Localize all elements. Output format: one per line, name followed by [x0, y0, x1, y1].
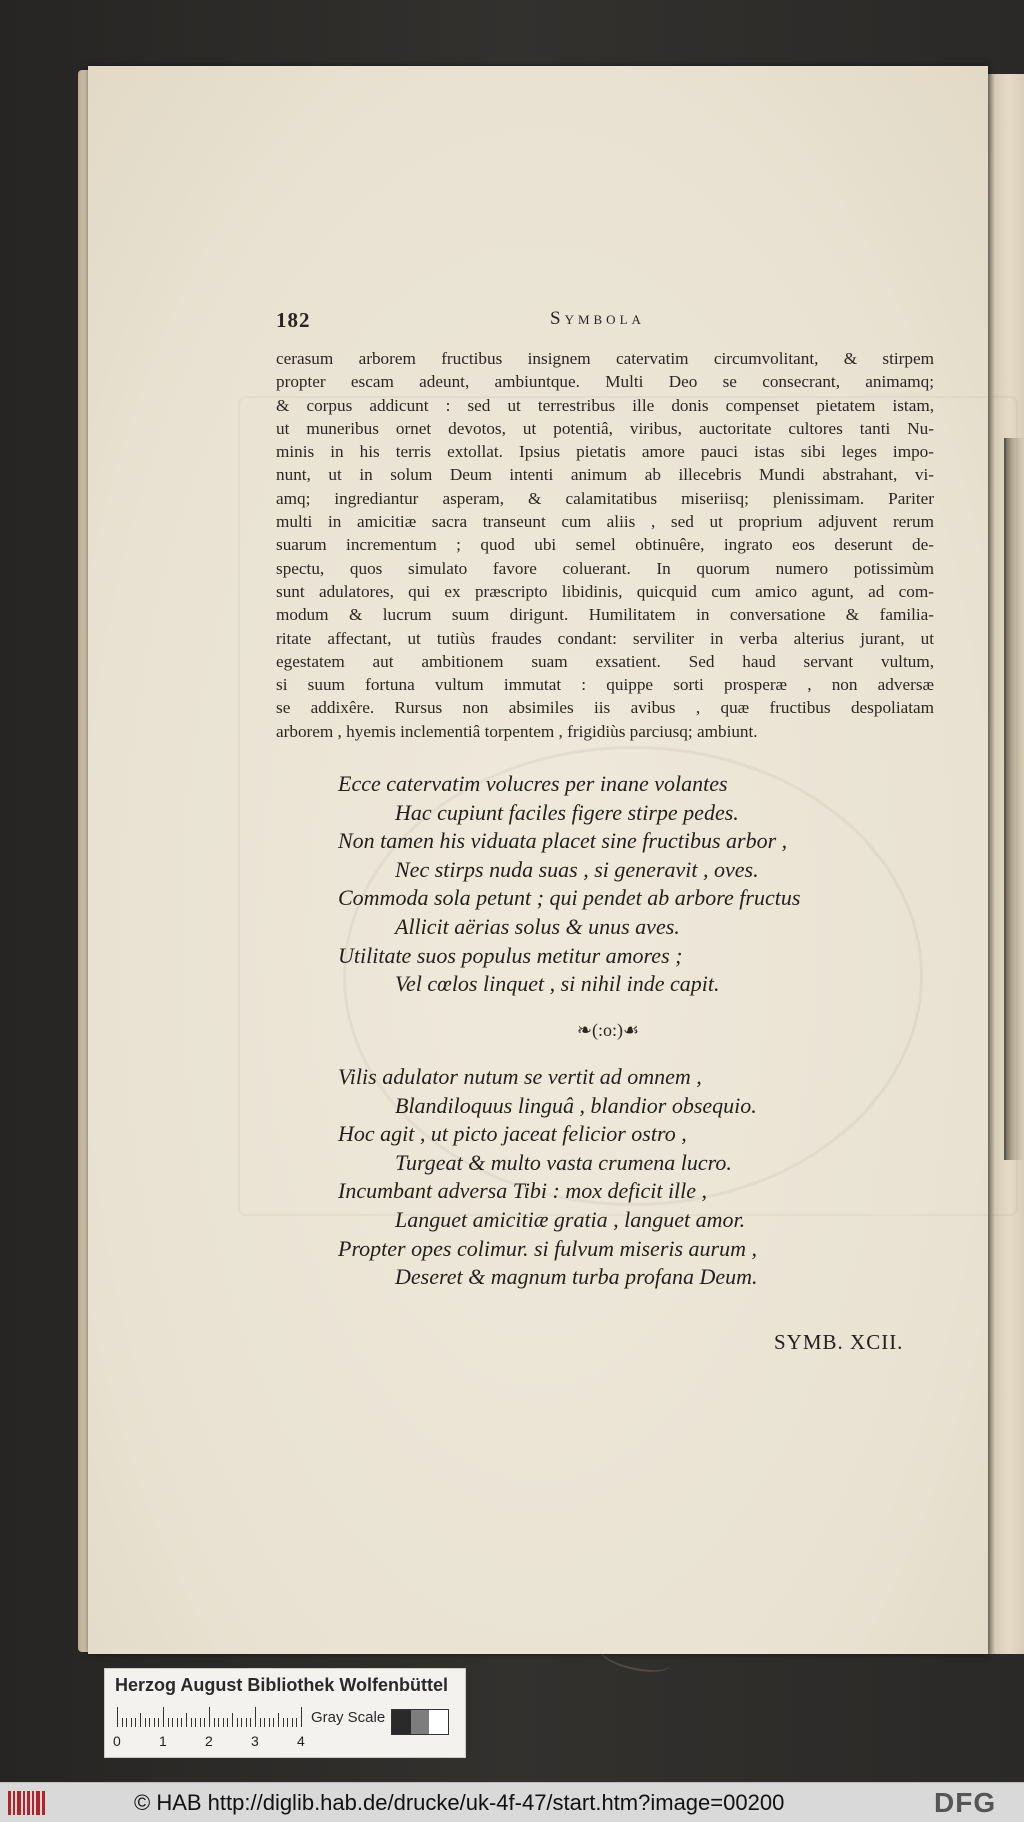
ruler-tick — [195, 1718, 196, 1727]
prose-text — [276, 347, 934, 743]
prose-line: se addixêre. Rursus non absimiles iis avibus , quæ fructibus despoliatam — [276, 698, 934, 718]
prose-line: propter escam adeunt, ambiuntque. Multi Deo se consecrant, animamq; — [276, 372, 934, 392]
scale-ruler — [117, 1707, 305, 1727]
ruler-tick — [172, 1718, 173, 1727]
verse-block-2 — [338, 1063, 958, 1292]
prose-line: multi in amicitiæ sacra transeunt cum aliis , sed ut proprium adjuvent rerum — [276, 512, 934, 532]
ruler-tick — [296, 1718, 297, 1727]
ruler-tick — [232, 1713, 233, 1727]
ruler-tick — [218, 1718, 219, 1727]
ruler-tick — [117, 1707, 118, 1727]
ruler-tick — [168, 1718, 169, 1727]
ruler-tick — [135, 1718, 136, 1727]
library-name: Herzog August Bibliothek Wolfenbüttel — [115, 1675, 448, 1695]
ruler-tick — [204, 1718, 205, 1727]
gray-scale-label: Gray Scale — [311, 1709, 386, 1726]
scale-number: 0 — [113, 1733, 121, 1749]
prose-line: si suum fortuna vultum immutat : quippe sorti prosperæ , non adversæ — [276, 675, 934, 695]
scale-number: 3 — [251, 1733, 259, 1749]
gray-swatch-cell — [429, 1710, 448, 1734]
ruler-tick — [292, 1718, 293, 1727]
verse-line: Blandiloquus linguâ , blandior obsequio. — [395, 1092, 757, 1118]
verse-block-1 — [338, 770, 958, 999]
ruler-tick — [269, 1718, 270, 1727]
prose-line: amq; ingrediantur asperam, & calamitatibus miseriisq; plenissimam. Pariter — [276, 488, 934, 508]
ruler-tick — [241, 1718, 242, 1727]
dfg-logo: DFG — [934, 1787, 997, 1818]
ruler-tick — [287, 1718, 288, 1727]
verse-line: Vilis adulator nutum se vertit ad omnem , — [338, 1064, 702, 1089]
ruler-tick — [154, 1718, 155, 1727]
ruler-tick — [246, 1718, 247, 1727]
catchword: SYMB. XCII. — [774, 1330, 904, 1354]
prose-line: spectu, quos simulato favore coluerant. In quorum numero potissimùm — [276, 558, 934, 578]
verse-line: Vel cœlos linquet , si nihil inde capit. — [395, 971, 720, 997]
prose-line: cerasum arborem fructibus insignem catervatim circumvolitant, & stirpem — [276, 349, 934, 368]
ruler-tick — [264, 1718, 265, 1727]
ruler-tick — [227, 1718, 228, 1727]
ruler-tick — [181, 1718, 182, 1727]
gray-swatch-cell — [411, 1710, 430, 1734]
scale-number: 2 — [205, 1733, 213, 1749]
prose-line: modum & lucrum suum dirigunt. Humilitatem in conversatione & familia- — [276, 605, 934, 625]
logo-bar — [27, 1791, 30, 1815]
ruler-tick — [200, 1718, 201, 1727]
ruler-tick — [237, 1718, 238, 1727]
footer-bar — [0, 1782, 1024, 1822]
verse-line: Propter opes colimur. si fulvum miseris aurum , — [338, 1235, 758, 1261]
logo-bar — [36, 1791, 40, 1815]
ruler-tick — [223, 1718, 224, 1727]
ruler-tick — [255, 1707, 256, 1727]
gray-swatch-cell — [392, 1710, 411, 1734]
prose-line: & corpus addicunt : sed ut terrestribus ille donis compenset pietatem istam, — [276, 395, 934, 415]
verse-line: Hoc agit , ut picto jaceat felicior ostro , — [338, 1121, 687, 1147]
logo-bar — [23, 1791, 25, 1815]
verse-line: Utilitate suos populus metitur amores ; — [338, 942, 683, 968]
ruler-tick — [177, 1718, 178, 1727]
prose-line: minis in his terris extollat. Ipsius pietatis amore pauci istas sibi leges impo- — [276, 442, 934, 462]
logo-bar — [13, 1791, 15, 1815]
ruler-tick — [163, 1707, 164, 1727]
gray-scale-swatch — [391, 1709, 449, 1735]
prose-line: nunt, ut in solum Deum intenti animum ab illecebris Mundi abstrahant, vi- — [276, 465, 934, 485]
logo-bar — [8, 1791, 11, 1815]
verse-line: Incumbant adversa Tibi : mox deficit ille , — [338, 1178, 708, 1204]
ruler-tick — [122, 1718, 123, 1727]
prose-line: suarum incrementum ; quod ubi semel obtinuêre, ingrato eos deserunt de- — [276, 535, 934, 555]
running-title: Symbola — [550, 308, 645, 329]
ruler-tick — [283, 1718, 284, 1727]
logo-bar — [17, 1791, 21, 1815]
page-number: 182 — [276, 308, 311, 332]
verse-line: Turgeat & multo vasta crumena lucro. — [395, 1149, 732, 1175]
prose-line: ritate affectant, ut tutiùs fraudes condant: serviliter in verba alterius jurant, ut — [276, 628, 934, 648]
scale-number: 1 — [159, 1733, 167, 1749]
ruler-tick — [131, 1718, 132, 1727]
verse-line: Non tamen his viduata placet sine fructibus arbor , — [338, 828, 788, 854]
ruler-tick — [273, 1718, 274, 1727]
logo-bar — [32, 1791, 34, 1815]
ruler-tick — [186, 1713, 187, 1727]
verse-line: Commoda sola petunt ; qui pendet ab arbore fructus — [338, 885, 801, 911]
ruler-tick — [260, 1718, 261, 1727]
ruler-tick — [191, 1718, 192, 1727]
hab-logo-icon — [8, 1791, 48, 1815]
prose-line: egestatem aut ambitionem suam exsatient. Sed haud servant vultum, — [276, 651, 934, 671]
prose-line: sunt adulatores, qui ex præscripto libidinis, quicquid cum amico agunt, ad com- — [276, 581, 934, 601]
prose-line: arborem , hyemis inclementiâ torpentem , frigidiùs parciusq; ambiunt. — [276, 721, 758, 741]
ruler-tick — [214, 1718, 215, 1727]
prose-line: ut muneribus ornet devotos, ut potentiâ, viribus, auctoritate cultores tanti Nu- — [276, 418, 934, 438]
ruler-tick — [145, 1718, 146, 1727]
ruler-tick — [301, 1707, 302, 1727]
ruler-tick — [278, 1713, 279, 1727]
verse-line: Deseret & magnum turba profana Deum. — [395, 1264, 758, 1290]
verse-line: Nec stirps nuda suas , si generavit , oves. — [395, 856, 759, 882]
footer-url[interactable]: © HAB http://diglib.hab.de/drucke/uk-4f-47/start.htm?image=00200 — [134, 1790, 785, 1815]
running-head — [276, 308, 906, 338]
verse-line: Ecce catervatim volucres per inane volantes — [338, 771, 728, 796]
verse-line: Allicit aërias solus & unus aves. — [395, 913, 680, 939]
ruler-tick — [250, 1718, 251, 1727]
ruler-tick — [126, 1718, 127, 1727]
verse-line: Hac cupiunt faciles figere stirpe pedes. — [395, 799, 739, 825]
verse-line: Languet amicitiæ gratia , languet amor. — [395, 1206, 746, 1232]
ruler-tick — [140, 1713, 141, 1727]
ruler-tick — [158, 1718, 159, 1727]
scale-number: 4 — [297, 1733, 305, 1749]
logo-bar — [42, 1791, 45, 1815]
scale-numbers — [113, 1733, 313, 1753]
ruler-tick — [149, 1718, 150, 1727]
library-label — [104, 1668, 466, 1758]
ruler-tick — [209, 1707, 210, 1727]
ornament-divider: ❧(:o:)☙ — [576, 1020, 640, 1040]
